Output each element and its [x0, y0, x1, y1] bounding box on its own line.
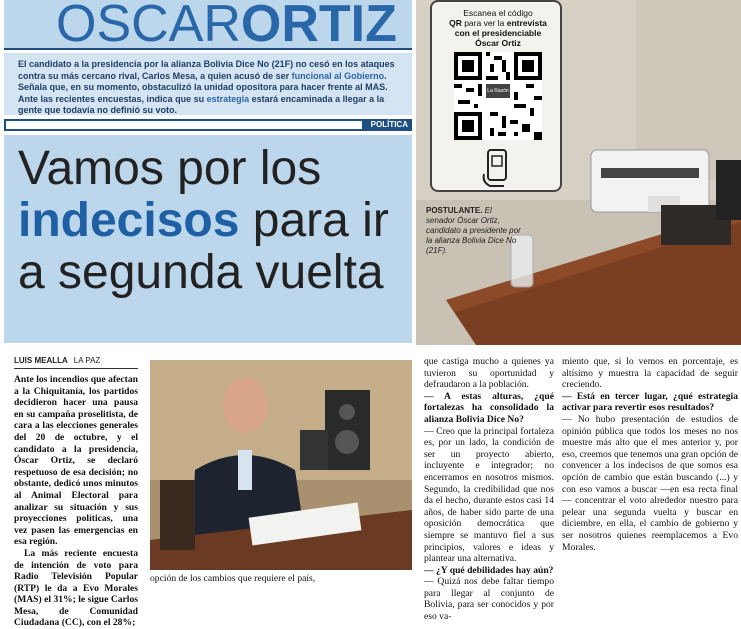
photo-candidate: [150, 360, 412, 570]
col2-q1: — A estas alturas, ¿qué fortalezas ha consolidado la alianza Bolivia Dice No?: [424, 390, 554, 425]
phone-scan-icon: [480, 148, 514, 188]
qr-line2: para ver la: [461, 18, 507, 28]
byline: [14, 356, 100, 365]
col3-q1: — Está en tercer lugar, ¿qué estrategia activar para revertir esos resultados?: [562, 390, 738, 414]
byline-author: LUIS MEALLA: [14, 356, 68, 365]
byline-place: LA PAZ: [73, 356, 101, 365]
qr-line1: Escanea el código: [463, 8, 533, 18]
headline-box: [4, 135, 412, 343]
name-header: [4, 0, 412, 53]
lead-part1: El candidato a la presidencia por la alianza Bolivia Dice No (21F) no cesó en los ataques contra su más cercano rival, Carlos Mesa, a quien acusó de ser: [18, 59, 395, 81]
qr-name: Óscar Ortiz: [475, 38, 521, 48]
headline-line1: Vamos por los: [18, 142, 322, 195]
photo-caption-text: El senador Óscar Ortiz, candidato a presidente por la alianza Bolivia Dice No (21F).: [426, 206, 521, 255]
photo-caption: [426, 206, 522, 256]
qr-code[interactable]: [454, 52, 542, 140]
col1-lead: Ante los incendios que afectan a la Chiquitanía, los partidos decidieron hacer una pausa en su campaña proselitista, de cara a las elecciones generales del 20 de octubre, y el candidato a la presidencia, Óscar Ortiz, se declaró respetuoso de esa decisión; no obstante, dedicó unos minutos al Animal Electoral para analizar su situación y sus proyecciones políticas, una vez pasen las emergencias en esa región.: [14, 374, 138, 548]
lead-highlight2: estrategia: [206, 93, 250, 104]
col2-a2: — Quizá nos debe faltar tiempo para llegar al conjunto de Bolivia, para ser conocidos y por eso va-: [424, 576, 554, 623]
column-3: [562, 356, 738, 553]
qr-instructions: [436, 8, 560, 48]
column-2: [424, 356, 554, 623]
col3-a1: — No hubo presentación de estudios de opinión pública que todos los meses no nos muestre más alto que el mes anterior y, por eso, creemos que tenemos una gran opción de convencer a los indecisos de que somos esa opción de cambio que están buscando (...) y con eso vamos a buscar —en esa recta final— concentrar el voto alrededor nuestro para pelear una segunda vuelta y buscar en diciembre, en ella, el cambio de gobierno y ser nosotros quienes reemplacemos a Evo Morales.: [562, 413, 738, 553]
headline-strong: indecisos: [18, 194, 240, 247]
col2-a1: — Creo que la principal fortaleza es, por un lado, la condición de ser un proyecto abierto, incluyente e integrador; no encerramos en nosotros mismos. Segundo, la credibilidad que nos da el hecho, durante estos casi 14 años, de haber sido parte de una oposición democrática que siempre se mantuvo fiel a sus principios, valores e ideas y plantear una alternativa.: [424, 425, 554, 565]
section-tag: POLÍTICA: [370, 120, 408, 129]
headline-rest: para ir: [239, 194, 389, 247]
byline-rule: [14, 368, 138, 369]
col1-p2: La más reciente encuesta de intención de voto para Radio Televisión Popular (RTP) le da a Evo Morales (MAS) el 31%; le sigue Carlos Mesa, de Comunidad Ciudadana (CC), con el 28%;: [14, 547, 138, 629]
column-1: [14, 374, 138, 629]
col2-q2: — ¿Y qué debilidades hay aún?: [424, 564, 554, 576]
qr-logo: La Razón: [486, 84, 510, 98]
lead-text: [18, 59, 398, 117]
candidate-name: [56, 0, 397, 54]
section-bar-inner: [6, 121, 362, 129]
last-name: ORTIZ: [240, 0, 397, 53]
lead-paragraph: [4, 53, 412, 115]
headline: [18, 143, 410, 299]
qr-card: [430, 0, 562, 192]
section-bar: [4, 119, 412, 131]
lead-part3: estará encaminada a llegar a la gente que todavía no definió su voto.: [18, 93, 385, 115]
lead-highlight1: funcional al Gobierno: [291, 70, 385, 81]
qr-entrevista: entrevista: [506, 18, 547, 28]
photo-bottom-text: opción de los cambios que requiere el país,: [150, 573, 316, 584]
col2-p1: que castiga mucho a quienes ya tuvieron su oportunidad y defraudaron a la población.: [424, 356, 554, 391]
col3-p1: miento que, si lo vemos en porcentaje, es altísimo y muestra la capacidad de seguir creciendo.: [562, 356, 738, 391]
first-name: OSCAR: [56, 0, 241, 53]
candidate-photo-illustration: [150, 360, 412, 570]
headline-line3: a segunda vuelta: [18, 246, 384, 299]
qr-bold: QR: [449, 18, 462, 28]
lead-part2: . Señala que, en su momento, obstaculizó la unidad opositora para hacer frente al MAS. Ante las recientes encuestas, indica que su: [18, 70, 388, 104]
qr-line3: con el presidenciable: [454, 28, 542, 38]
photo-caption-label: POSTULANTE.: [426, 206, 483, 215]
